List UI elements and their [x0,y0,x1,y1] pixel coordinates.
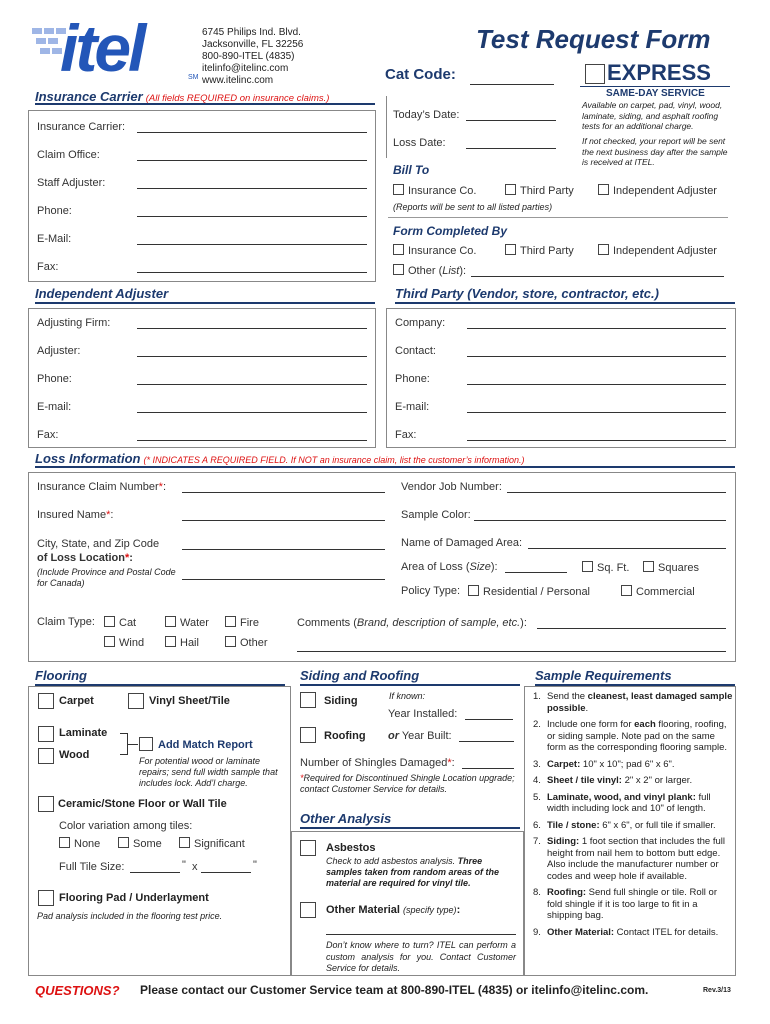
company-label: Company: [395,317,446,329]
revision: Rev.3/13 [703,987,731,994]
option-label: Water [180,617,209,629]
adjuster-phone-label: Phone: [37,373,72,385]
adjuster-fax-field[interactable] [137,440,367,441]
logo-text: itel [60,11,144,85]
requirement-b: Carpet: [547,758,581,770]
adjusting-firm-label: Adjusting Firm: [37,317,111,329]
option-label: ): [459,265,467,277]
requirement-item [533,820,733,832]
requirement-item [533,775,733,787]
loss-date-label: Loss Date: [393,137,446,149]
required-star: * [106,509,111,521]
shingles-label [300,757,455,769]
year-installed-field[interactable] [465,719,513,720]
company-field[interactable] [467,328,726,329]
comments-field-2[interactable] [297,651,726,652]
requirement-n: 7. [533,836,541,847]
tp-email-label: E-mail: [395,401,430,413]
claim-office-field[interactable] [137,160,367,161]
requirements-title: Sample Requirements [535,668,735,686]
bracket [120,733,128,755]
claim-type-label: Claim Type: [37,616,95,628]
checkbox[interactable] [59,837,70,848]
ceramic-label: Ceramic/Stone Floor or Wall Tile [58,798,227,810]
label-text: ): [520,617,527,629]
requirement-n: 1. [533,691,541,702]
completed-other-option[interactable] [393,264,466,277]
checkbox[interactable] [468,585,479,596]
other-material-field[interactable] [326,934,516,935]
requirement-item [533,927,733,939]
shingles-field[interactable] [462,768,514,769]
none-option[interactable] [59,837,100,850]
adjuster-phone-field[interactable] [137,384,367,385]
carpet-checkbox[interactable] [38,693,54,709]
vinyl-label: Vinyl Sheet/Tile [149,695,230,707]
laminate-label: Laminate [59,727,108,739]
roofing-checkbox[interactable] [300,727,316,743]
comments-field[interactable] [537,628,726,629]
bill-to-adjuster-option[interactable] [598,184,717,197]
requirement-n: 3. [533,758,541,770]
match-report-checkbox[interactable] [139,737,153,751]
label-text: Number of Shingles Damaged [300,757,448,769]
label-text: Area of Loss ( [401,561,470,573]
label-text: ): [490,561,498,573]
pad-label: Flooring Pad / Underlayment [59,892,209,904]
requirement-n: 5. [533,791,541,803]
other-analysis-title: Other Analysis [300,811,520,829]
shingle-note [300,773,515,795]
adjuster-box [28,308,376,448]
label-colon: : [129,552,133,564]
requirement-b: Laminate, wood, and vinyl plank: [547,791,696,803]
asbestos-label: Asbestos [326,842,376,854]
label-colon: : [451,757,455,769]
address-website: www.itelinc.com [202,75,274,86]
requirement-post: full width including lock and 10" of length. [547,791,711,814]
requirement-n: 2. [533,719,541,730]
requirement-b: Tile / stone: [547,819,600,831]
requirement-b: cleanest, least damaged sample possible [547,691,733,714]
label-italic: (specify type) [403,905,457,915]
tile-length-field[interactable] [201,872,251,873]
note-text: Required for Discontinued Shingle Location upgrade; contact Customer Service for details. [300,773,515,794]
insurance-title: Insurance Carrier [35,89,143,104]
todays-date-label: Today’s Date: [393,109,460,121]
vendor-label: Vendor Job Number: [401,481,502,493]
phone-label: Phone: [37,205,72,217]
option-label: Commercial [636,586,695,598]
city-label: City, State, and Zip Code [37,538,160,550]
fire-option[interactable] [225,616,259,629]
contact-field[interactable] [467,356,726,357]
requirement-post: 1 foot section that includes the full height from nail hem to bottom butt edge. Also include the manufacturer number or codes and weep hole if available. [547,836,725,882]
option-label: Insurance Co. [408,245,477,257]
checkbox[interactable] [104,636,115,647]
checkbox[interactable] [598,244,609,255]
label-text: of Loss Location [37,552,125,564]
sample-color-field[interactable] [474,520,726,521]
loss-location-label [37,552,133,564]
label-text: Year Built: [401,730,452,742]
label-colon: : [110,509,114,521]
checkbox[interactable] [621,585,632,596]
fax-label: Fax: [37,261,59,273]
cat-code-field[interactable] [470,84,554,85]
other-material-label: Other Material (specify type): [326,904,461,916]
requirement-item [533,836,733,882]
completed-insurance-option[interactable] [393,244,476,257]
color-variation-label: Color variation among tiles: [59,820,193,832]
staff-adjuster-label: Staff Adjuster: [37,177,106,189]
requirement-n: 4. [533,775,541,786]
option-label: Hail [180,637,199,649]
inch-mark: " [253,859,257,871]
option-label: Independent Adjuster [613,185,717,197]
contact-text: Please contact our Customer Service team at 800-890-ITEL (4835) or itelinfo@itelinc.com. [140,983,649,997]
option-label: Third Party [520,245,574,257]
loss-section-header [35,451,735,468]
insured-name-label [37,509,113,521]
checkbox[interactable] [505,244,516,255]
option-label: Other [240,637,268,649]
year-built-label [388,730,452,742]
todays-date-field[interactable] [466,120,556,121]
express-checkbox[interactable] [585,64,605,84]
tp-phone-label: Phone: [395,373,430,385]
checkbox[interactable] [165,636,176,647]
tp-fax-field[interactable] [467,440,726,441]
requirement-n: 8. [533,887,541,898]
express-label: EXPRESS [607,60,711,85]
completed-other-field[interactable] [471,276,724,277]
vinyl-checkbox[interactable] [128,693,144,709]
requirement-item [533,887,733,922]
label-text: Insured Name [37,509,107,521]
year-built-field[interactable] [459,741,514,742]
option-label: Other ( [408,265,443,277]
if-known-label: If known: [389,691,426,701]
requirement-item [533,792,733,815]
express-note2: If not checked, your report will be sent the next business day after the sample is received at ITEL. [582,136,728,167]
ceramic-checkbox[interactable] [38,796,54,812]
policy-type-label: Policy Type: [401,585,461,597]
insurance-carrier-label: Insurance Carrier: [37,121,126,133]
requirement-pre: Send the [547,691,588,702]
adjuster-email-label: E-mail: [37,401,72,413]
option-label: Significant [194,838,245,850]
requirement-post: . [585,702,589,714]
adjuster-fax-label: Fax: [37,429,59,441]
email-label: E-Mail: [37,233,72,245]
bill-to-title: Bill To [393,163,430,177]
checkbox[interactable] [393,184,404,195]
water-option[interactable] [165,616,209,629]
label-colon: : [162,481,166,493]
adjusting-firm-field[interactable] [137,328,367,329]
required-star: * [158,481,163,493]
staff-adjuster-field[interactable] [137,188,367,189]
adjuster-label: Adjuster: [37,345,81,357]
commercial-option[interactable] [621,585,695,598]
checkbox[interactable] [118,837,129,848]
claim-number-field[interactable] [182,492,385,493]
address-line: Jacksonville, FL 32256 [202,39,304,50]
requirement-post: Send full shingle or tile. Roll or fold shingle if it is too large to fit in a shipping bag. [547,887,718,921]
insurance-note: (All fields REQUIRED on insurance claims.) [145,93,330,104]
wind-option[interactable] [104,636,144,649]
custom-analysis-note: Don’t know where to turn? ITEL can perform a custom analysis for you. Contact Customer Service for details. [326,940,516,973]
wood-checkbox[interactable] [38,748,54,764]
requirement-item [533,759,733,771]
checkbox[interactable] [104,616,115,627]
checkbox[interactable] [179,837,190,848]
logo [30,11,200,90]
wood-label: Wood [59,749,90,761]
option-label: Residential / Personal [483,586,591,598]
requirement-n: 6. [533,819,541,831]
area-of-loss-label [401,561,498,573]
completed-by-title: Form Completed By [393,224,508,238]
vendor-field[interactable] [507,492,726,493]
label-text: Comments ( [297,617,357,629]
tile-size-label: Full Tile Size: [59,861,125,873]
requirement-post: 2" x 2" or larger. [621,775,693,786]
requirement-post: Contact ITEL for details. [614,926,719,938]
match-report-label: Add Match Report [158,739,253,751]
requirement-n: 9. [533,926,541,938]
required-star: * [447,757,452,769]
carpet-label: Carpet [59,695,94,707]
significant-option[interactable] [179,837,245,850]
completed-adjuster-option[interactable] [598,244,717,257]
note-bold: Three samples taken from random areas of the material are required for vinyl tile [326,856,500,888]
siding-label: Siding [324,695,358,707]
match-report-note: For potential wood or laminate repairs; send full width sample that includes lock. Add’l charge. [139,756,278,788]
city-field-2[interactable] [182,579,385,580]
questions-label: QUESTIONS? [35,983,120,998]
adjuster-email-field[interactable] [137,412,367,413]
city-field[interactable] [182,549,385,550]
or-text: or [388,730,399,742]
claim-number-label [37,481,166,493]
company-address [202,27,303,87]
address-line: 6745 Philips Ind. Blvd. [202,27,301,38]
hail-option[interactable] [165,636,199,649]
requirement-post: 10" x 10"; pad 6" x 6". [580,758,675,770]
requirement-post: flooring, roofing, or siding sample. Note pad on the same form as the corresponding flooring sample. [547,719,728,753]
required-star: * [300,773,304,783]
cat-option[interactable] [104,616,136,629]
other-material-checkbox[interactable] [300,902,316,918]
third-party-title: Third Party (Vendor, store, contractor, etc.) [395,286,735,304]
requirement-b: each [634,719,656,730]
tp-email-field[interactable] [467,412,726,413]
siding-checkbox[interactable] [300,692,316,708]
requirement-item [533,691,733,714]
option-label: Third Party [520,185,574,197]
requirement-post: 6" x 6", or full tile if smaller. [599,819,716,831]
checkbox[interactable] [225,636,236,647]
bill-to-third-party-option[interactable] [505,184,574,197]
checkbox[interactable] [582,561,593,572]
note-text: Check to add asbestos analysis. [326,856,456,866]
loss-date-field[interactable] [466,148,556,149]
label-text: Insurance Claim Number [37,481,159,493]
roofing-label: Roofing [324,730,366,742]
option-label: Some [133,838,162,850]
pad-checkbox[interactable] [38,890,54,906]
canada-note: (Include Province and Postal Code for Canada) [37,567,176,588]
completed-third-party-option[interactable] [505,244,574,257]
insurance-section-header [35,89,375,105]
comments-label [297,617,527,629]
tile-width-field[interactable] [130,872,180,873]
option-label: Fire [240,617,259,629]
option-label: List [442,265,460,277]
bill-to-insurance-option[interactable] [393,184,476,197]
contact-label: Contact: [395,345,436,357]
year-installed-label: Year Installed: [388,708,458,720]
third-party-box [386,308,736,448]
insurance-carrier-field[interactable] [137,132,367,133]
asbestos-note: Check to add asbestos analysis. Three samples taken from random areas of the material are required for vinyl tile. [326,856,500,888]
times-sign: x [192,861,198,873]
damaged-area-field[interactable] [528,548,726,549]
express-note: Available on carpet, pad, vinyl, wood, laminate, siding, and asphalt roofing tests for an additional charge. [582,100,723,131]
checkbox[interactable] [165,616,176,627]
required-star: * [125,552,130,564]
email-field[interactable] [137,244,367,245]
address-phone: 800-890-ITEL (4835) [202,51,295,62]
asbestos-checkbox[interactable] [300,840,316,856]
damaged-area-label: Name of Damaged Area: [401,537,523,549]
option-label: None [74,838,101,850]
bill-to-note: (Reports will be sent to all listed parties) [393,202,553,212]
adjuster-field[interactable] [137,356,367,357]
phone-field[interactable] [137,216,367,217]
checkbox[interactable] [225,616,236,627]
option-label: Squares [658,562,699,574]
checkbox[interactable] [393,264,404,275]
insured-name-field[interactable] [182,520,385,521]
insurance-box [28,110,376,282]
adjuster-title: Independent Adjuster [35,286,375,304]
label-bold: Other Material [326,904,400,916]
label-text: Brand, description of sample, etc. [356,617,521,629]
label-text: Size [469,561,491,573]
option-label: Wind [119,637,145,649]
squares-option[interactable] [643,561,699,574]
cat-code-label: Cat Code: [385,66,456,83]
checkbox[interactable] [643,561,654,572]
checkbox[interactable] [598,184,609,195]
fax-field[interactable] [137,272,367,273]
option-label: Cat [119,617,137,629]
page-title: Test Request Form [476,24,711,54]
address-email: itelinfo@itelinc.com [202,63,289,74]
requirement-item [533,719,733,754]
inch-mark: " [182,859,186,871]
other-option[interactable] [225,636,268,649]
some-option[interactable] [118,837,162,850]
option-label: Insurance Co. [408,185,477,197]
express-sub: SAME-DAY SERVICE [606,88,705,99]
residential-option[interactable] [468,585,590,598]
requirement-pre: Include one form for [547,719,635,730]
option-label: Independent Adjuster [613,245,717,257]
pad-note: Pad analysis included in the flooring test price. [37,911,223,921]
bracket-stub [128,744,138,745]
requirement-b: Other Material: [547,926,615,938]
tp-phone-field[interactable] [467,384,726,385]
requirements-list [533,691,733,943]
area-of-loss-field[interactable] [505,572,567,573]
requirement-b: Sheet / tile vinyl: [547,775,622,786]
flooring-title: Flooring [35,668,285,686]
requirement-b: Siding: [547,836,580,847]
siding-title: Siding and Roofing [300,668,520,686]
checkbox[interactable] [505,184,516,195]
laminate-checkbox[interactable] [38,726,54,742]
tp-fax-label: Fax: [395,429,417,441]
loss-note: (* INDICATES A REQUIRED FIELD. If NOT an insurance claim, list the customer’s information.) [143,455,525,465]
checkbox[interactable] [393,244,404,255]
sample-color-label: Sample Color: [401,509,471,521]
sq-ft-option[interactable] [582,561,629,574]
loss-title: Loss Information [35,451,141,466]
requirement-b: Roofing: [547,887,587,898]
logo-sm: SM [188,74,199,81]
option-label: Sq. Ft. [597,562,630,574]
claim-office-label: Claim Office: [37,149,100,161]
